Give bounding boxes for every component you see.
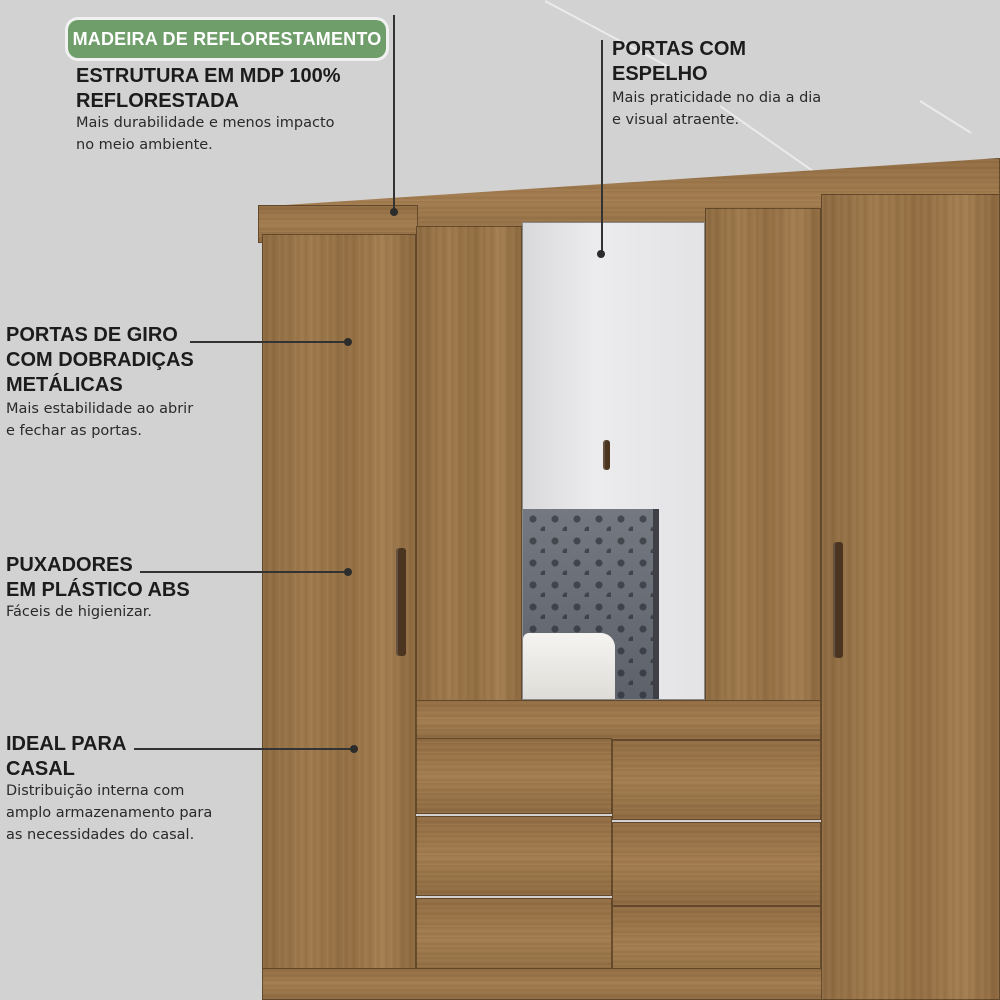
left-door	[262, 234, 416, 974]
drawer-right-1	[612, 740, 821, 820]
handles-description: Fáceis de higienizar.	[6, 604, 153, 620]
hinges-title: PORTAS DE GIRO COM DOBRADIÇAS METÁLICAS	[6, 324, 194, 396]
wardrobe-base	[262, 968, 822, 1000]
drawer-left-2	[416, 816, 612, 896]
structure-description: Mais durabilidade e menos impacto no meio ambiente.	[76, 115, 335, 153]
structure-title: ESTRUTURA EM MDP 100% REFLORESTADA	[76, 65, 341, 112]
mirror-title: PORTAS COM ESPELHO	[612, 38, 747, 85]
mirror-pointer-dot	[597, 250, 605, 258]
hinges-description: Mais estabilidade ao abrir e fechar as portas.	[6, 401, 194, 439]
left-door-handle	[396, 548, 406, 656]
mirror-pointer-line	[601, 40, 603, 254]
mirror-description: Mais praticidade no dia a dia e visual atraente.	[612, 90, 822, 128]
couple-pointer-dot	[350, 745, 358, 753]
handles-title: PUXADORES EM PLÁSTICO ABS	[6, 554, 190, 601]
couple-description: Distribuição interna com amplo armazenamento para as necessidades do casal.	[6, 783, 213, 843]
drawer-left-3	[416, 898, 612, 978]
hinges-pointer-line	[190, 341, 348, 343]
handles-pointer-line	[140, 571, 348, 573]
drawer-left-1	[416, 738, 612, 814]
structure-pointer-line	[393, 15, 395, 211]
hinges-pointer-dot	[344, 338, 352, 346]
structure-pointer-dot	[390, 208, 398, 216]
mirror-door-handle	[603, 440, 610, 470]
couple-pointer-line	[134, 748, 354, 750]
pillow-reflection	[523, 633, 615, 700]
fourth-door	[705, 208, 821, 702]
right-door	[821, 194, 1000, 1000]
reforestation-badge: MADEIRA DE REFLORESTAMENTO	[68, 20, 386, 58]
mirror-door	[522, 222, 705, 700]
couple-title: IDEAL PARA CASAL	[6, 733, 127, 780]
second-door	[416, 226, 522, 702]
drawer-top-rail	[416, 700, 821, 740]
handles-pointer-dot	[344, 568, 352, 576]
right-door-handle	[833, 542, 843, 658]
drawer-right-2	[612, 822, 821, 906]
